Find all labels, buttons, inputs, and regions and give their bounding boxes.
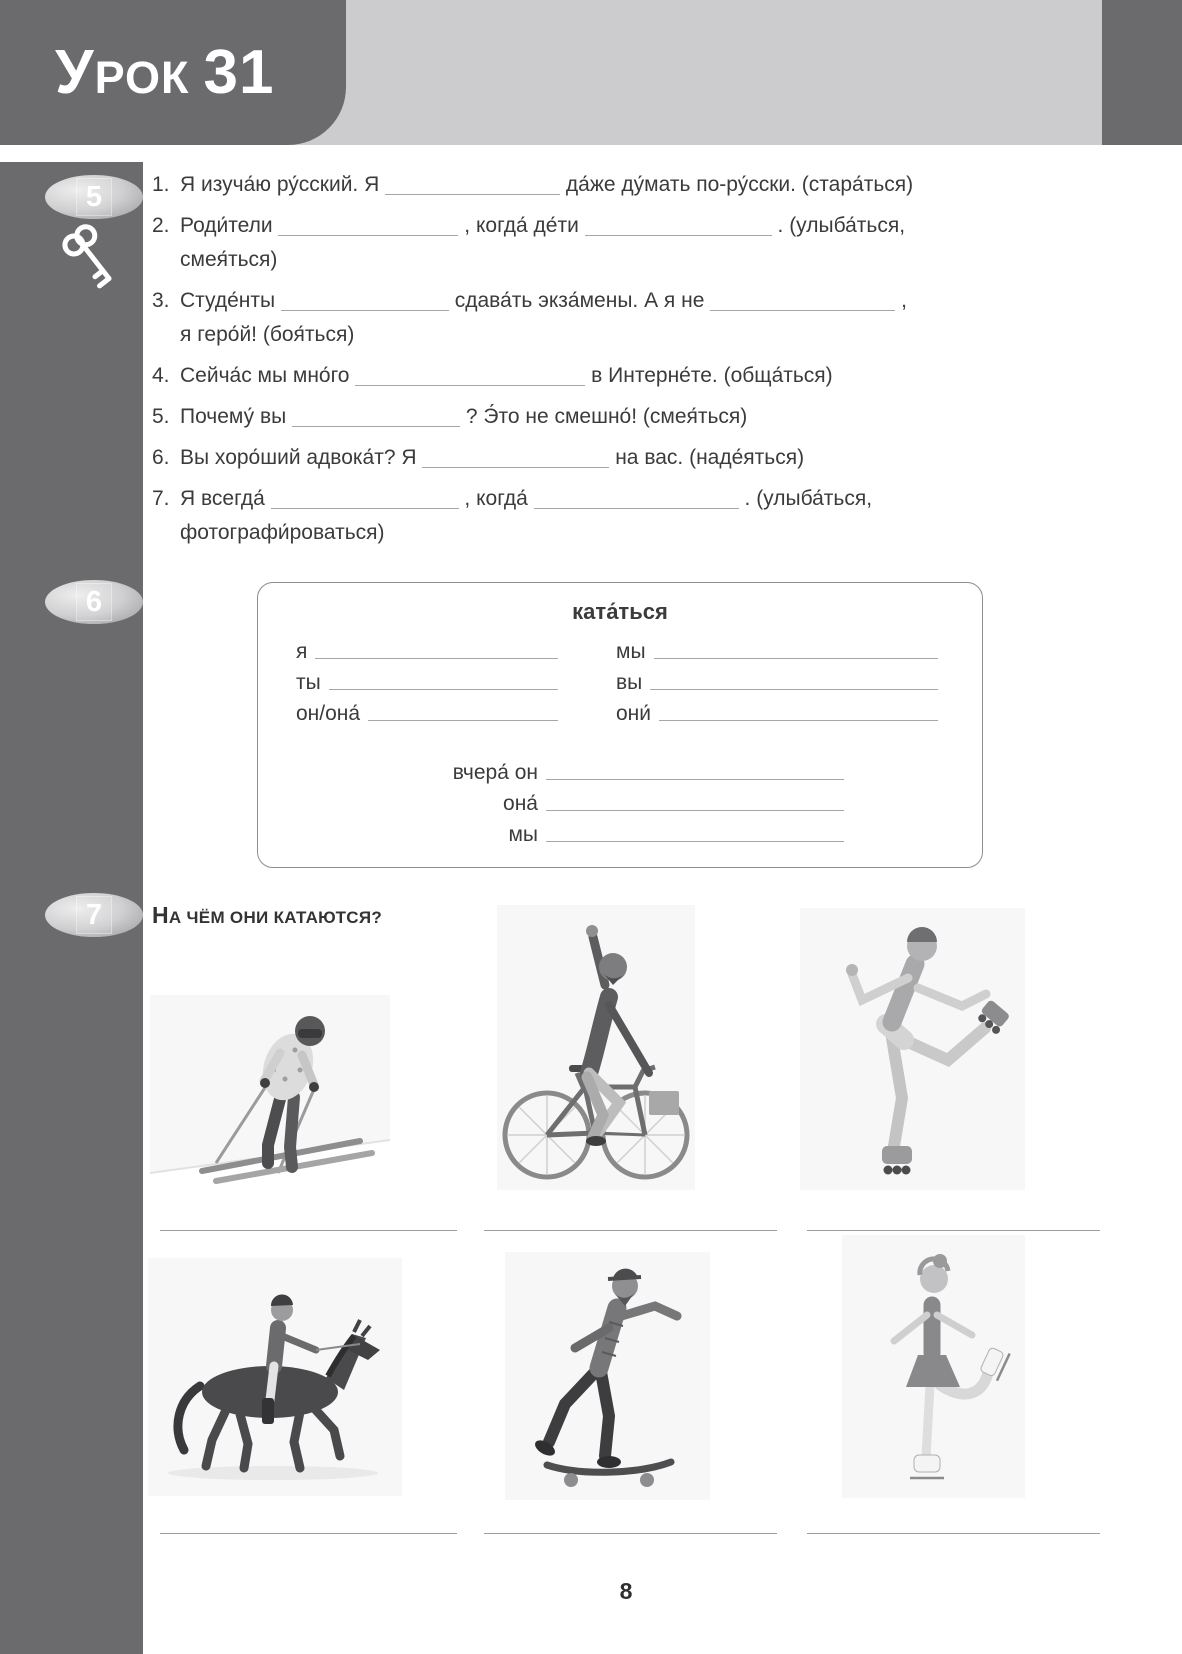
sentence-text: Я всегда́ , когда́ . (улыба́ться, фотографи́роваться) [180,487,873,544]
pronoun-label: она́ [503,792,538,815]
exercise7-badge: 7 [45,893,143,937]
fill-in-blank-line [271,508,459,509]
sentence-text: Вы хоро́ший адвока́т? Я на вас. (наде́яться) [180,446,805,469]
key-icon [56,218,130,298]
answer-blank-line [160,1533,457,1534]
conjugation-row [616,635,938,666]
present-column-singular [296,635,558,728]
answer-blank-line [484,1533,777,1534]
answer-blank-line [160,1230,457,1231]
sentence-text: Роди́тели , когда́ де́ти . (улыба́ться, смея́ться) [180,214,906,271]
pronoun-label: мы [616,640,646,663]
fill-in-blank-line [281,310,449,311]
conjugation-row [616,666,938,697]
sentence-text: Студе́нты сдава́ть экза́мены. А я не , я геро́й! (боя́ться) [180,289,907,346]
sentence-number: 2. [152,214,170,237]
sentence-item [152,168,1062,202]
pronoun-label: я [296,640,308,663]
past-tense-row [258,787,982,818]
sentence-number: 4. [152,364,170,387]
skateboarder-photo [505,1252,710,1500]
conjugation-row [616,697,938,728]
sentence-item [152,209,1062,277]
fill-in-blank-line [385,194,560,195]
ice-skater-photo [842,1235,1025,1498]
fill-in-blank-line [546,841,844,842]
pronoun-label: он/она́ [296,702,361,725]
skier-photo [150,995,390,1195]
fill-in-blank-line [534,508,739,509]
sentence-item [152,441,1062,475]
conjugation-row [296,635,558,666]
sentence-number: 1. [152,173,170,196]
fill-in-blank-line [585,235,772,236]
sentence-text: Почему́ вы ? Э́то не смешно́! (смея́ться) [180,405,748,428]
exercise5-sentences [152,168,1062,557]
verb-title: ката́ться [572,599,668,624]
fill-in-blank-line [278,235,458,236]
roller-skater-photo [800,908,1025,1190]
fill-in-blank-line [422,467,609,468]
sentence-number: 6. [152,446,170,469]
page-number: 8 [619,1578,633,1604]
fill-in-blank-line [329,689,558,690]
sentence-text: Я изуча́ю ру́сский. Я да́же ду́мать по-ру́сски. (стара́ться) [180,173,914,196]
pronoun-label: ты [296,671,321,694]
fill-in-blank-line [659,720,938,721]
answer-blank-line [807,1230,1100,1231]
present-column-plural [616,635,938,728]
conjugation-row [296,666,558,697]
fill-in-blank-line [355,385,585,386]
fill-in-blank-line [292,426,460,427]
answer-blank-line [807,1533,1100,1534]
answer-blank-line [484,1230,777,1231]
lesson-title: УРОК 31 [55,37,275,107]
pronoun-label: мы [508,823,538,846]
sentence-number: 7. [152,487,170,510]
sentence-number: 5. [152,405,170,428]
past-tense-rows [258,756,982,849]
sentence-item [152,482,1062,550]
exercise7-heading: НА ЧЁМ ОНИ КАТАЮТСЯ? [152,902,383,928]
sentence-item [152,284,1062,352]
pronoun-label: вы [616,671,643,694]
horse-rider-photo [148,1258,402,1496]
past-tense-row [258,756,982,787]
conjugation-row [296,697,558,728]
pronoun-label: вчера́ он [452,761,538,784]
header-corner-block [1102,0,1182,145]
fill-in-blank-line [546,779,844,780]
fill-in-blank-line [650,689,938,690]
past-tense-row [258,818,982,849]
fill-in-blank-line [368,720,558,721]
sentence-number: 3. [152,289,170,312]
fill-in-blank-line [654,658,938,659]
exercise5-badge: 5 [45,175,143,219]
sentence-item [152,359,1062,393]
exercise6-badge: 6 [45,580,143,624]
sentence-item [152,400,1062,434]
fill-in-blank-line [710,310,895,311]
conjugation-box [257,582,983,868]
fill-in-blank-line [546,810,844,811]
sentence-text: Сейча́с мы мно́го в Интерне́те. (обща́ться) [180,364,833,387]
lesson-tab [0,0,346,145]
fill-in-blank-line [315,658,558,659]
pronoun-label: они́ [616,702,652,725]
cyclist-photo [497,905,695,1190]
